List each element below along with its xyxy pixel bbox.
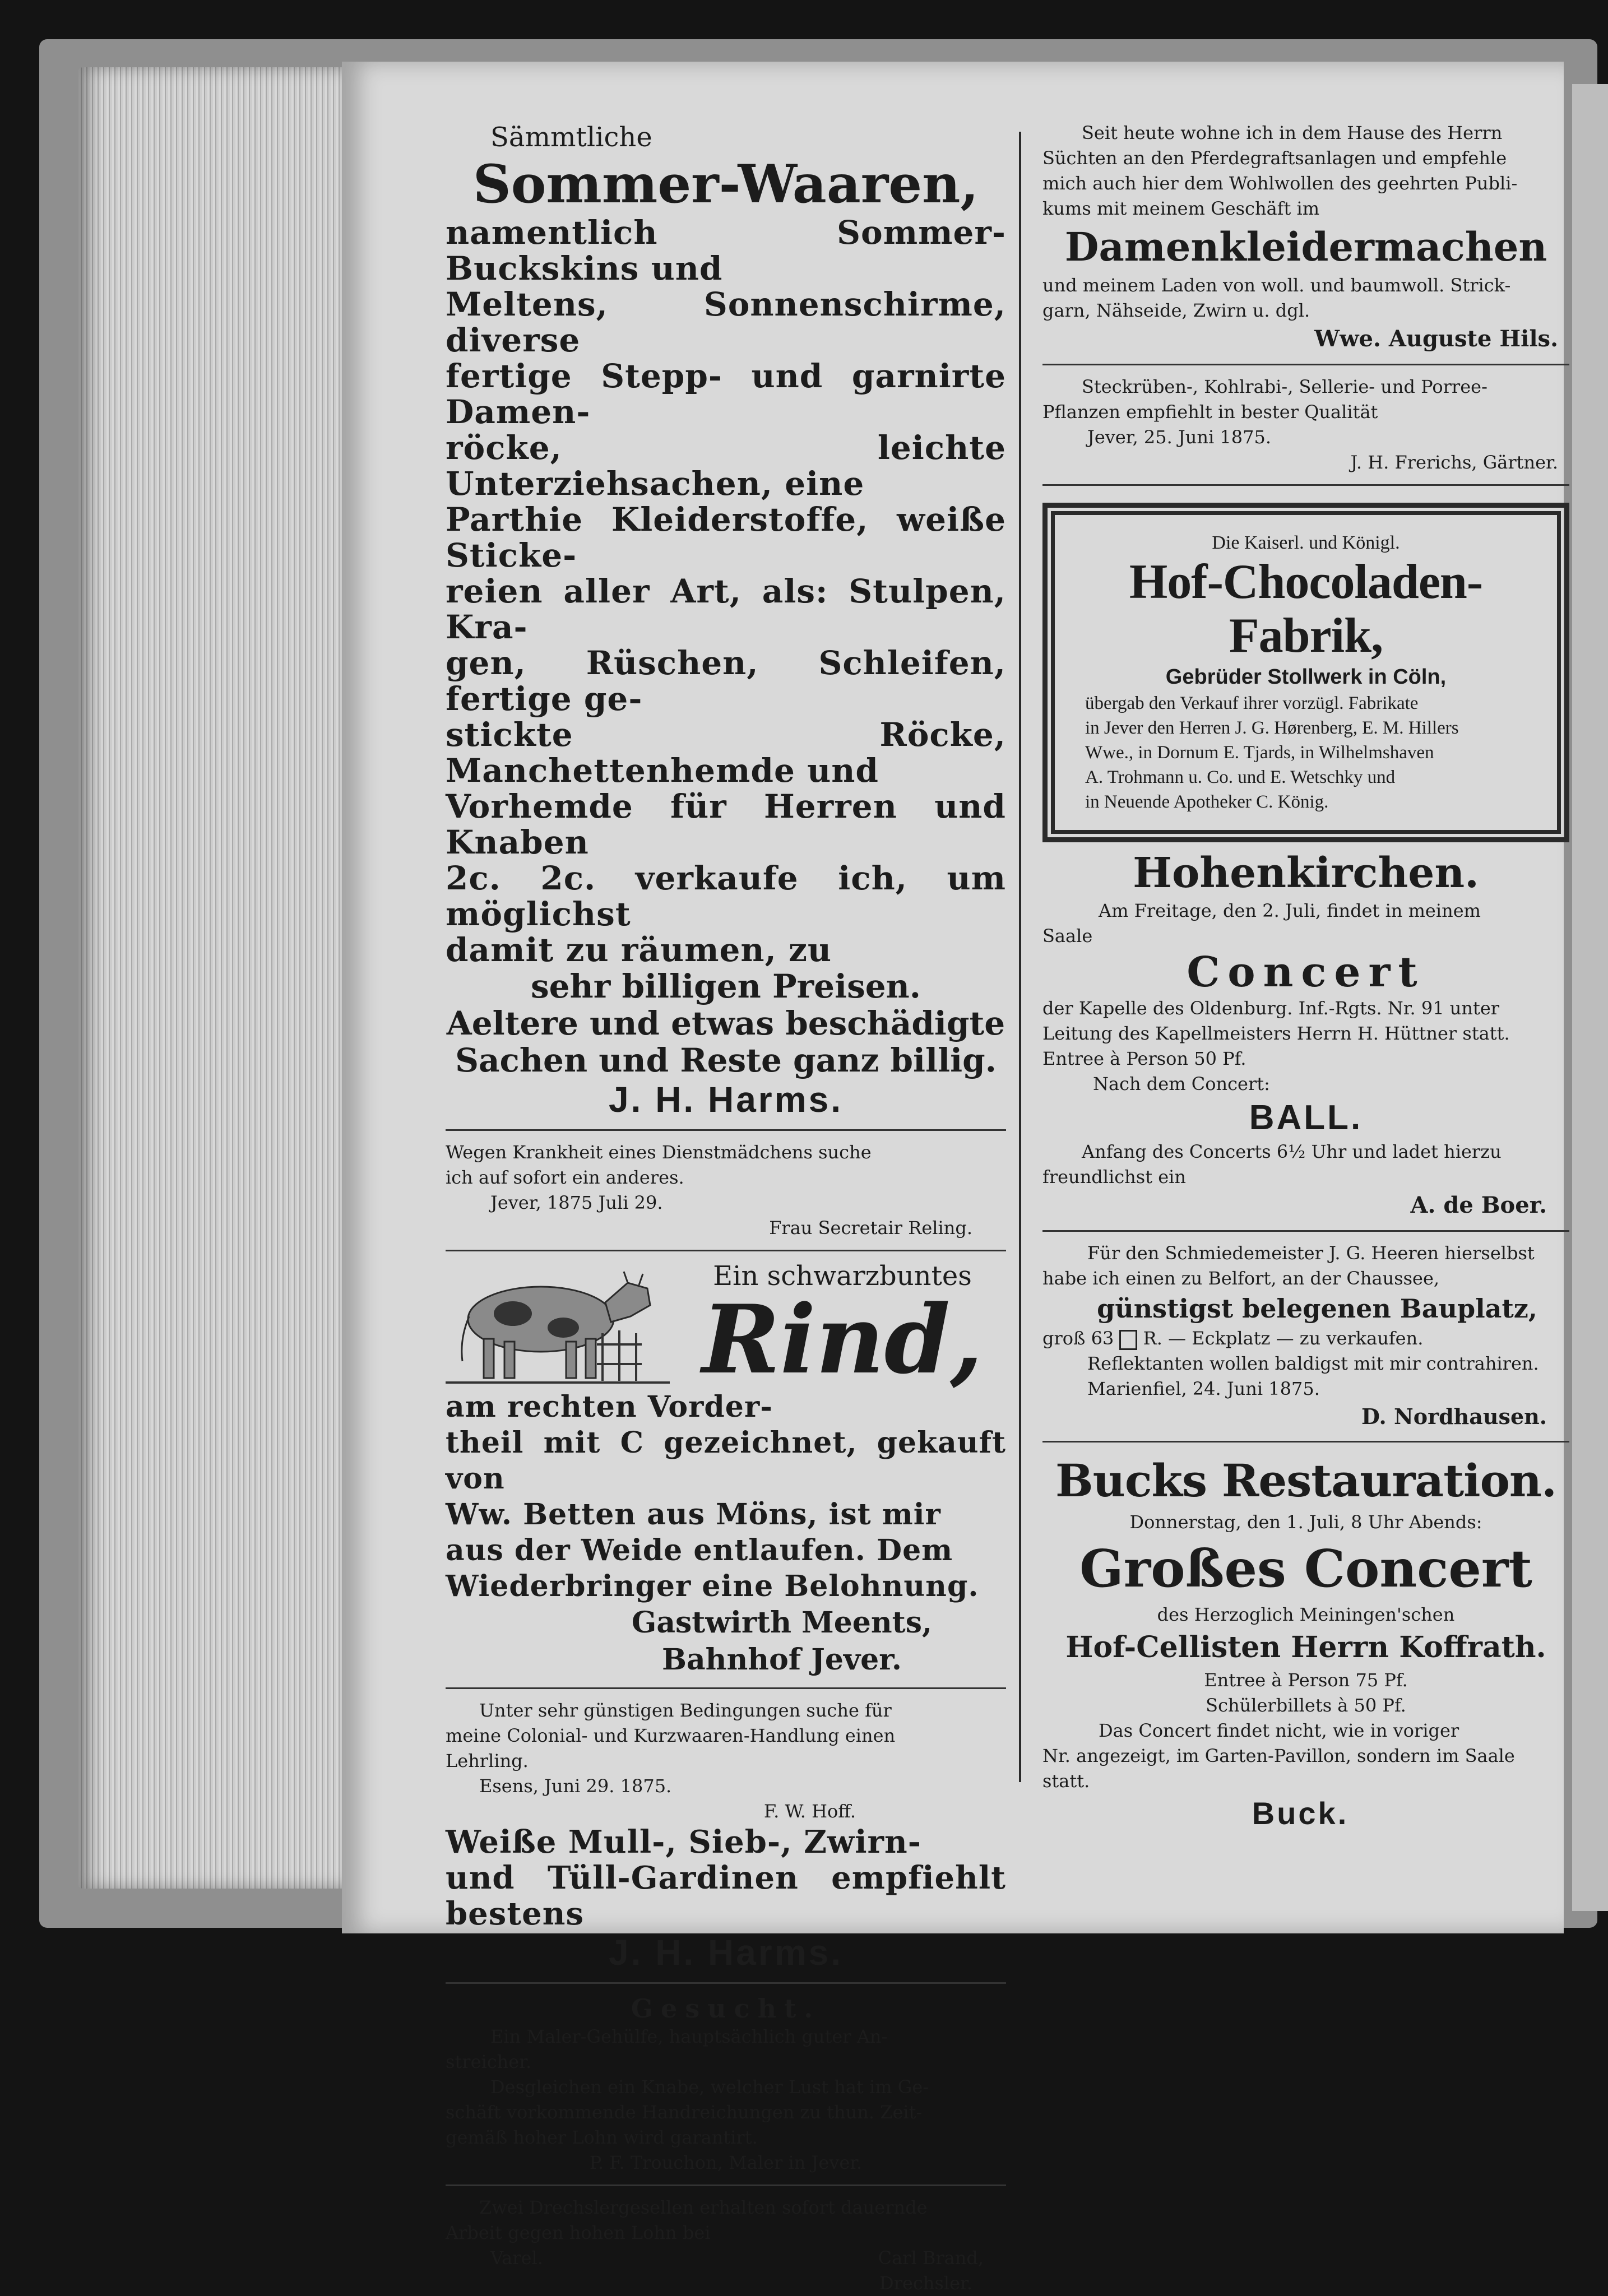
ad-line: sehr billigen Preisen.: [531, 967, 921, 1005]
ad-line: statt.: [1042, 1770, 1090, 1792]
ad-bucks-restauration: [1042, 1451, 1569, 1833]
ad-line: in Neuende Apotheker C. König.: [1085, 792, 1329, 812]
ad-line: Wegen Krankheit eines Dienstmädchens suche: [446, 1142, 872, 1163]
ad-line: Lehrling.: [446, 1750, 529, 1771]
ad-line: Ein schwarzbuntes: [713, 1260, 972, 1292]
ad-line: fertige Stepp- und garnirte Damen-: [446, 357, 1006, 431]
ad-signature: Drechsler.: [879, 2272, 972, 2294]
ad-title: Gesucht.: [631, 1993, 821, 2024]
ad-rind: [446, 1260, 1006, 1678]
ad-line: und Tüll-Gardinen empfiehlt bestens: [446, 1859, 1006, 1932]
ad-line: gen, Rüschen, Schleifen, fertige ge-: [446, 644, 1006, 718]
ad-line: Pflanzen empfiehlt in bester Qualität: [1042, 401, 1378, 423]
ad-line: Ww. Betten aus Möns, ist mir: [446, 1497, 941, 1532]
ad-title: Großes Concert: [1079, 1538, 1532, 1599]
ad-sommer-waaren: [446, 120, 1006, 1120]
ad-signature: J. H. Harms.: [609, 1932, 843, 1973]
ad-line: Desgleichen ein Knabe, welcher Lust hat im Ge-: [490, 2076, 929, 2098]
ad-line: Entree à Person 50 Pf.: [1042, 1048, 1246, 1069]
ad-line: ich auf sofort ein anderes.: [446, 1167, 684, 1188]
ad-line: Wiederbringer eine Belohnung.: [446, 1569, 979, 1603]
ad-line: Steckrüben-, Kohlrabi-, Sellerie- und Porree-: [1082, 376, 1487, 397]
ad-signature: Bahnhof Jever.: [662, 1643, 902, 1677]
ad-date: Jever, 1875 Juli 29.: [490, 1192, 663, 1213]
ad-signature: Wwe. Auguste Hils.: [1314, 326, 1558, 352]
ad-line: Das Concert findet nicht, wie in voriger: [1099, 1720, 1459, 1741]
ad-line: Entree à Person 75 Pf.: [1204, 1669, 1408, 1691]
ad-damenkleider: [1042, 120, 1569, 355]
ad-line: Nr. angezeigt, im Garten-Pavillon, sondern im Saale: [1042, 1745, 1515, 1766]
ad-signature: Buck.: [1252, 1796, 1349, 1831]
ad-gesucht: [446, 1993, 1006, 2176]
ad-line: mich auch hier dem Wohlwollen des geehrten Publi-: [1042, 173, 1518, 194]
ad-separator: [1042, 484, 1569, 486]
ad-line: freundlichst ein: [1042, 1166, 1187, 1188]
ad-line: Leitung des Kapellmeisters Herrn H. Hüttner statt.: [1042, 1023, 1510, 1044]
ad-line-part: groß 63: [1042, 1328, 1114, 1349]
ad-title: Bucks Restauration.: [1055, 1454, 1556, 1507]
ad-title: Damenkleidermachen: [1064, 224, 1547, 270]
ad-signature: Gastwirth Meents,: [631, 1606, 933, 1640]
ad-line: Vorhemde für Herren und Knaben: [446, 787, 1006, 861]
ad-line: Am Freitage, den 2. Juli, findet in meinem: [1099, 900, 1481, 921]
ad-line: garn, Nähseide, Zwirn u. dgl.: [1042, 300, 1310, 321]
ad-line: Unter sehr günstigen Bedingungen suche für: [479, 1700, 892, 1721]
square-rod-icon: [1119, 1330, 1137, 1350]
ad-hohenkirchen: [1042, 848, 1569, 1221]
ad-line: Aeltere und etwas beschädigte: [446, 1004, 1005, 1042]
ad-title: Sommer-Waaren,: [472, 154, 979, 215]
ad-drechsler: [446, 2195, 1006, 2296]
ad-line: Für den Schmiedemeister J. G. Heeren hierselbst: [1087, 1242, 1535, 1264]
ad-line: Zwei Drechslergesellen erhalten sofort dauernde: [479, 2197, 928, 2218]
ad-date: Jever, 25. Juni 1875.: [1087, 426, 1272, 448]
ad-line: Weiße Mull-, Sieb-, Zwirn-: [446, 1824, 921, 1861]
ad-bauplatz: [1042, 1241, 1569, 1432]
ad-line: reien aller Art, als: Stulpen, Kra-: [446, 572, 1006, 646]
ad-line: namentlich Sommer-Buckskins und: [446, 214, 1006, 287]
ad-separator: [446, 2184, 1006, 2186]
ad-line: übergab den Verkauf ihrer vorzügl. Fabrikate: [1085, 693, 1419, 713]
ad-line: theil mit C gezeichnet, gekauft von: [446, 1426, 1006, 1496]
ad-line: Reflektanten wollen baldigst mit mir contrahiren.: [1087, 1353, 1539, 1374]
ad-title: günstigst belegenen Bauplatz,: [1097, 1293, 1537, 1324]
ad-stollwerk: [1042, 503, 1569, 842]
ad-line: Sämmtliche: [490, 122, 652, 153]
ad-signature: F. W. Hoff.: [763, 1801, 856, 1822]
ad-signature: P. F. Trouchon, Maler in Jever.: [589, 2152, 863, 2173]
ad-separator: [446, 1129, 1006, 1131]
ad-line: meine Colonial- und Kurzwaaren-Handlung einen: [446, 1725, 896, 1746]
ad-signature: A. de Boer.: [1410, 1192, 1547, 1218]
ad-line: stickte Röcke, Manchettenhemde und: [446, 716, 1006, 790]
ad-line: aus der Weide entlaufen. Dem: [446, 1533, 953, 1567]
ad-separator: [446, 1250, 1006, 1251]
ad-place: Varel.: [490, 2247, 543, 2269]
ad-line: gemäß hoher Lohn wird garantirt.: [446, 2127, 758, 2148]
ad-line: Schülerbillets à 50 Pf.: [1206, 1695, 1406, 1716]
ad-signature: Carl Brand,: [878, 2247, 984, 2269]
ad-date: Esens, Juni 29. 1875.: [479, 1775, 672, 1797]
ad-line: Meltens, Sonnenschirme, diverse: [446, 285, 1006, 359]
ad-line: kums mit meinem Geschäft im: [1042, 198, 1320, 219]
ad-pflanzen: [1042, 374, 1569, 475]
ad-line: in Jever den Herren J. G. Hørenberg, E. M. Hillers: [1085, 718, 1459, 738]
ad-separator: [446, 1982, 1006, 1984]
page-edges: [78, 67, 347, 1889]
ad-line: A. Trohmann u. Co. und E. Wetschky und: [1085, 767, 1396, 787]
ad-title: BALL.: [1249, 1098, 1363, 1137]
ad-line: Seit heute wohne ich in dem Hause des Herrn: [1082, 122, 1503, 143]
left-column: [446, 120, 1006, 2296]
ad-line: am rechten Vorder-: [446, 1390, 773, 1424]
ad-signature: J. H. Frerichs, Gärtner.: [1350, 452, 1558, 473]
ad-line: Arbeit gegen hohen Lohn bei: [446, 2222, 711, 2243]
ad-line: Parthie Kleiderstoffe, weiße Sticke-: [446, 500, 1006, 574]
ad-line: schäft vorkommende Handreichungen zu thun. Zeit-: [446, 2102, 923, 2123]
ad-separator: [1042, 1441, 1569, 1442]
ad-line: Anfang des Concerts 6½ Uhr und ladet hierzu: [1082, 1141, 1502, 1162]
ad-line: Ein Maler-Gehülfe, hauptsächlich guter An-: [490, 2026, 888, 2047]
ad-line: der Kapelle des Oldenburg. Inf.-Rgts. Nr. 91 unter: [1042, 998, 1500, 1019]
ad-line: Wwe., in Dornum E. Tjards, in Wilhelmshaven: [1085, 743, 1434, 763]
ad-line: röcke, leichte Unterziehsachen, eine: [446, 429, 1006, 503]
ad-line: habe ich einen zu Belfort, an der Chaussee,: [1042, 1268, 1440, 1289]
ad-title: Concert: [1187, 948, 1425, 996]
ad-line: des Herzoglich Meiningen'schen: [1157, 1604, 1455, 1625]
ad-line: damit zu räumen, zu: [446, 931, 832, 969]
ad-signature: J. H. Harms.: [609, 1079, 843, 1120]
ad-line: Süchten an den Pferdegraftsanlagen und empfehle: [1042, 147, 1507, 169]
ad-line: streicher.: [446, 2051, 532, 2072]
ad-line: Saale: [1042, 925, 1093, 947]
ad-signature: D. Nordhausen.: [1361, 1404, 1547, 1429]
column-divider: [1019, 132, 1021, 1782]
ad-signature: Frau Secretair Reling.: [769, 1217, 972, 1239]
ad-line: Die Kaiserl. und Königl.: [1212, 532, 1400, 553]
ad-lehrling: [446, 1698, 1006, 1824]
cow-illustration-icon: [446, 1260, 670, 1389]
ad-line: Nach dem Concert:: [1093, 1073, 1270, 1094]
ad-separator: [1042, 1230, 1569, 1232]
ad-title: Rind,: [702, 1284, 983, 1395]
ad-line: Sachen und Reste ganz billig.: [455, 1041, 997, 1079]
ad-gardinen: [446, 1824, 1006, 1973]
ad-title: Hof-Cellisten Herrn Koffrath.: [1065, 1630, 1546, 1664]
ad-line-part: R. — Eckplatz — zu verkaufen.: [1143, 1328, 1424, 1349]
ad-title: Hohenkirchen.: [1133, 849, 1479, 897]
ad-line: Donnerstag, den 1. Juli, 8 Uhr Abends:: [1129, 1511, 1482, 1533]
right-column: [1042, 120, 1569, 1833]
next-page-edge: [1572, 84, 1608, 1911]
ad-title: Hof-Chocoladen-Fabrik,: [1129, 555, 1483, 663]
ad-separator: [446, 1687, 1006, 1689]
ad-subtitle: Gebrüder Stollwerk in Cöln,: [1165, 665, 1447, 689]
ad-dienstmaedchen: [446, 1140, 1006, 1241]
ad-date: Marienfiel, 24. Juni 1875.: [1087, 1378, 1320, 1399]
ad-line: und meinem Laden von woll. und baumwoll. Strick-: [1042, 275, 1511, 296]
ad-separator: [1042, 364, 1569, 365]
ad-line: 2c. 2c. verkaufe ich, um möglichst: [446, 859, 1006, 933]
ad-line: [1042, 1326, 1569, 1351]
